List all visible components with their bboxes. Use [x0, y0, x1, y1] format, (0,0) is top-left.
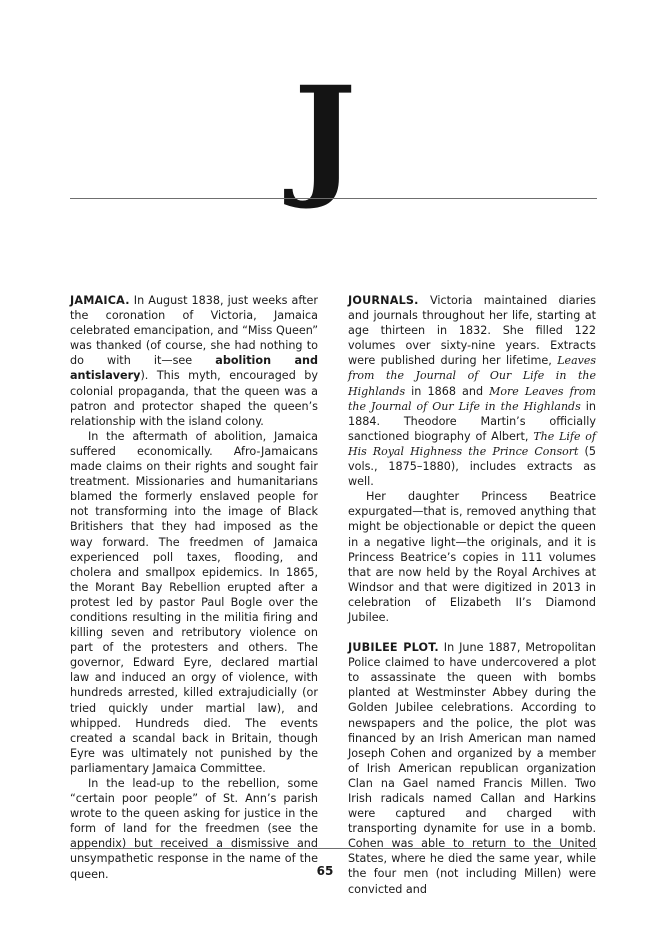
- book-title-more-leaves: More Leaves from the Journal of Our Life in the Highlands: [348, 384, 596, 413]
- jamaica-text-1a: In August 1838, just weeks after the coronation of Victoria, Jamaica celebrated emancipation, and “Miss Queen” was thanked (of course, she had nothing to do with it—see: [70, 294, 318, 368]
- cross-reference-abolition: abolition and antislavery: [70, 354, 318, 383]
- top-divider: [70, 198, 597, 199]
- journals-text-1b: in 1868 and: [405, 384, 490, 398]
- page-number: 65: [316, 864, 334, 878]
- jubilee-text-1: In June 1887, Metropolitan Police claimed to have undercovered a plot to assassinate the queen with bombs planted at Westminster Abbey during the Golden Jubilee celebrations. According to newspapers and the police, the plot was financed by an Irish American man named Joseph Cohen and organized by a member of Irish American republican organization Clan na Gael named Francis Millen. Two Irish radicals named Callan and Harkins were captured and charged with transporting dynamite for use in a bomb. Cohen was able to return to the United States, where he died the same year, while the four men (not including Millen) were convicted and: [348, 641, 597, 896]
- entry-journals-paragraph-2: Her daughter Princess Beatrice expurgated—that is, removed anything that might be objectionable or depict the queen in a negative light—the originals, and it is Princess Beatrice’s copies in 111 volumes that are now held by the Royal Archives at Windsor and that were digitized in 2013 in celebration of Elizabeth II’s Diamond Jubilee.: [348, 490, 596, 624]
- right-column: [348, 293, 596, 897]
- entry-jubilee-plot-paragraph-1: [348, 640, 596, 897]
- entry-jamaica-paragraph-2: In the aftermath of abolition, Jamaica suffered economically. Afro-Jamaicans made claims on their rights and sought fair treatment. Missionaries and humanitarians blamed the formerly enslaved people for not transforming into the image of Black Britishers that they had imposed as the way forward. The freedmen of Jamaica experienced poll taxes, flooding, and cholera and smallpox epidemics. In 1865, the Morant Bay Rebellion erupted after a protest led by pastor Paul Bogle over the conditions resulting in the militia firing and killing seven and retributory violence on part of the protesters and others. The governor, Edward Eyre, declared martial law and induced an orgy of violence, with hundreds arrested, killed extrajudicially (or tried quickly under martial law), and whipped. Hundreds died. The events created a scandal back in Britain, though Eyre was ultimately not punished by the parliamentary Jamaica Committee.: [70, 429, 318, 775]
- entry-jamaica-paragraph-1: [70, 293, 318, 429]
- book-title-leaves: Leaves from the Journal of Our Life in the Highlands: [348, 354, 596, 398]
- left-column: [70, 293, 318, 882]
- journals-text-1c: in 1884. Theodore Martin’s officially sanctioned biography of Albert,: [348, 399, 596, 443]
- journals-text-1d: (5 vols., 1875–1880), includes extracts as well.: [348, 444, 596, 489]
- chapter-letter: J: [293, 58, 357, 213]
- headword-journals: JOURNALS.: [348, 294, 419, 307]
- book-title-prince-consort: The Life of His Royal Highness the Prince Consort: [348, 429, 597, 458]
- entry-journals-paragraph-1: [348, 293, 596, 489]
- journals-text-1a: Victoria maintained diaries and journals throughout her life, starting at age thirteen in 1832. She filled 122 volumes over sixty-nine years. Extracts were published during her lifetime,: [348, 294, 596, 368]
- jamaica-text-1b: ). This myth, encouraged by colonial propaganda, that the queen was a patron and protector shaped the queen’s relationship with the island colony.: [70, 369, 318, 428]
- headword-jubilee-plot: JUBILEE PLOT.: [348, 641, 439, 655]
- bottom-divider: [70, 848, 597, 849]
- headword-jamaica: JAMAICA.: [70, 294, 130, 307]
- entry-jamaica-paragraph-3: In the lead-up to the rebellion, some “certain poor people” of St. Ann’s parish wrote to the queen asking for justice in the form of land for the freedmen (see the appendix) but received a dismissive and unsympathetic response in the name of the queen.: [70, 777, 318, 881]
